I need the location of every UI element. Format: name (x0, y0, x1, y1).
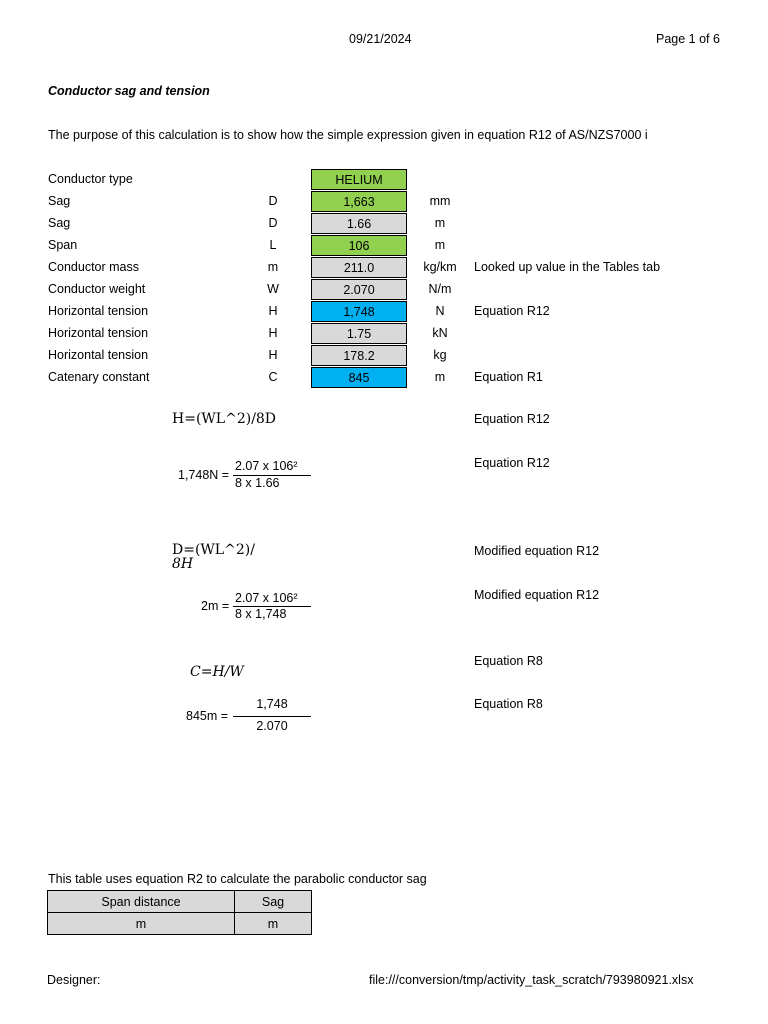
parameter-symbol: H (268, 348, 278, 362)
parameter-value: 1.66 (311, 213, 407, 234)
parameter-unit: mm (429, 194, 451, 208)
parameter-unit: m (434, 216, 446, 230)
equation-1-denominator: 8 x 1.66 (235, 476, 280, 490)
parameter-value: 106 (311, 235, 407, 256)
parameter-label: Horizontal tension (48, 326, 149, 340)
equation-2-formula-line1: D=(WL^2)/ (172, 542, 255, 558)
sag-unit: m (235, 913, 312, 935)
designer-label: Designer: (47, 973, 101, 987)
equation-3-formula: C=H/W (190, 664, 244, 680)
parameter-value: HELIUM (311, 169, 407, 190)
sag-table-header-row (48, 891, 312, 913)
equation-2-formula-line2: 8H (172, 556, 194, 572)
parameter-unit: kg (433, 348, 447, 362)
parameter-symbol: L (269, 238, 277, 252)
span-distance-unit: m (48, 913, 235, 935)
parameter-value: 1.75 (311, 323, 407, 344)
equation-2-formula (172, 543, 255, 571)
parameter-unit: N (435, 304, 445, 318)
parameter-label: Catenary constant (48, 370, 150, 384)
parameter-value: 1,748 (311, 301, 407, 322)
equation-2-lhs: 2m = (201, 599, 230, 613)
parameter-value: 1,663 (311, 191, 407, 212)
equation-3-fraction-bar (233, 716, 311, 717)
parameter-value: 211.0 (311, 257, 407, 278)
intro-text: The purpose of this calculation is to show how the simple expression given in equation R12 of AS/NZS7000 i (48, 128, 648, 142)
parameter-symbol: H (268, 304, 278, 318)
equation-2-note-2: Modified equation R12 (474, 588, 600, 602)
equation-3-denominator: 2.070 (256, 719, 288, 733)
parameter-unit: N/m (428, 282, 452, 296)
header-date: 09/21/2024 (349, 32, 412, 46)
parameter-label: Conductor type (48, 172, 133, 186)
equation-1-note: Equation R12 (474, 412, 550, 426)
equation-2-numerator: 2.07 x 106² (235, 591, 298, 605)
parameter-note: Equation R1 (474, 370, 543, 384)
parameter-symbol: C (268, 370, 278, 384)
sag-table-units-row (48, 913, 312, 935)
parameter-value: 845 (311, 367, 407, 388)
equation-3-numerator: 1,748 (256, 697, 288, 711)
parameter-symbol: H (268, 326, 278, 340)
parameter-note: Looked up value in the Tables tab (474, 260, 661, 274)
sag-header: Sag (235, 891, 312, 913)
equation-2-denominator: 8 x 1,748 (235, 607, 287, 621)
page-title: Conductor sag and tension (48, 84, 210, 98)
sag-table (47, 890, 312, 935)
parameter-symbol: D (268, 194, 278, 208)
parameter-unit: m (434, 370, 446, 384)
file-path: file:///conversion/tmp/activity_task_scratch/793980921.xlsx (369, 973, 694, 987)
parameter-label: Sag (48, 216, 71, 230)
equation-1-note-2: Equation R12 (474, 456, 550, 470)
equation-1-formula: H=(WL^2)/8D (172, 411, 277, 427)
parameter-label: Horizontal tension (48, 304, 149, 318)
table-intro: This table uses equation R2 to calculate the parabolic conductor sag (48, 872, 427, 886)
parameter-value: 2.070 (311, 279, 407, 300)
equation-3-note-2: Equation R8 (474, 697, 543, 711)
page-number: Page 1 of 6 (656, 32, 720, 46)
parameter-note: Equation R12 (474, 304, 550, 318)
parameter-label: Span (48, 238, 78, 252)
equation-3-lhs: 845m = (186, 709, 229, 723)
parameter-unit: kN (432, 326, 448, 340)
parameter-label: Conductor mass (48, 260, 140, 274)
equation-2-note: Modified equation R12 (474, 544, 600, 558)
parameter-symbol: m (267, 260, 279, 274)
parameter-unit: m (434, 238, 446, 252)
equation-1-lhs: 1,748N = (178, 468, 230, 482)
parameter-label: Conductor weight (48, 282, 146, 296)
span-distance-header: Span distance (48, 891, 235, 913)
parameter-label: Sag (48, 194, 71, 208)
parameter-symbol: W (267, 282, 279, 296)
parameter-symbol: D (268, 216, 278, 230)
parameter-label: Horizontal tension (48, 348, 149, 362)
parameter-value: 178.2 (311, 345, 407, 366)
equation-1-numerator: 2.07 x 106² (235, 459, 298, 473)
equation-3-note: Equation R8 (474, 654, 543, 668)
parameter-unit: kg/km (423, 260, 457, 274)
